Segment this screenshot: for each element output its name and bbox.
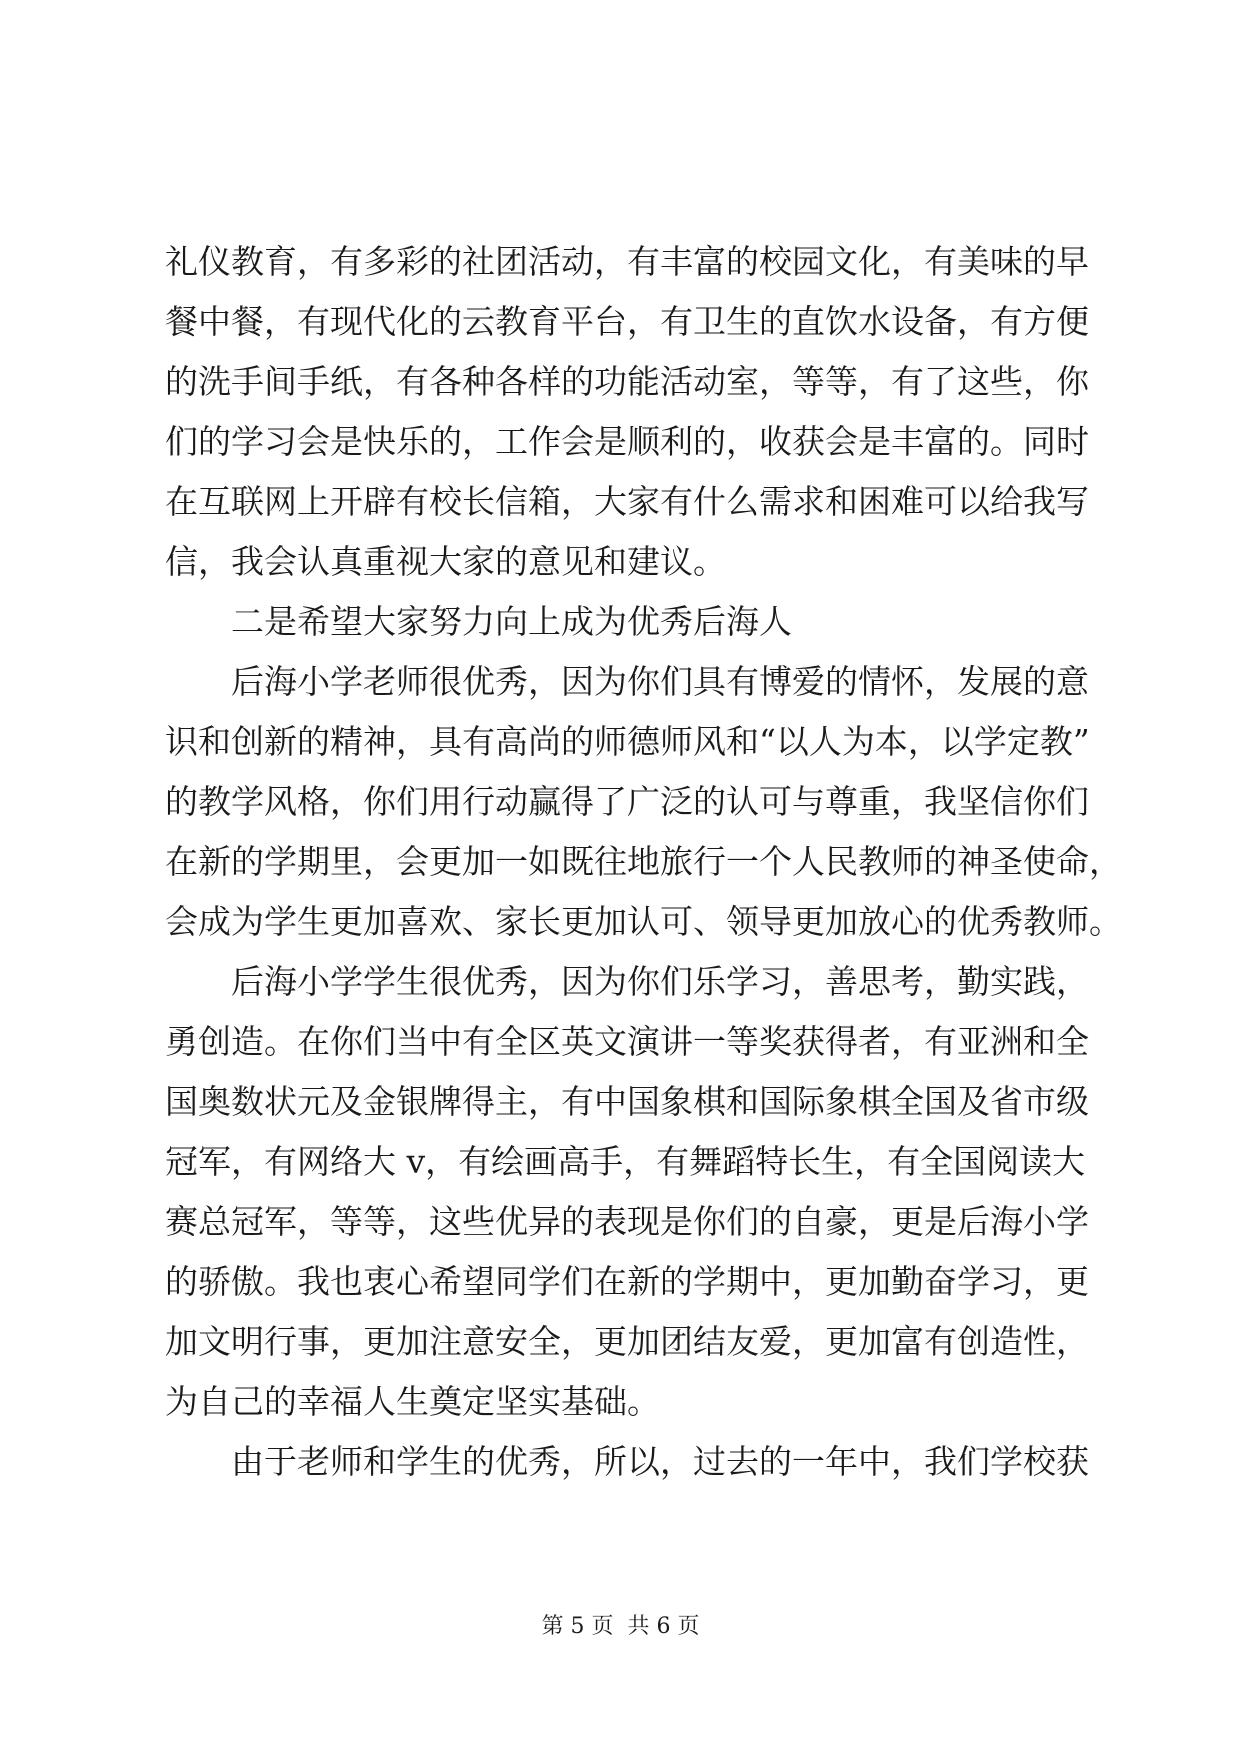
page-number: 第 5 页 [541, 1614, 614, 1639]
section-heading: 二是希望大家努力向上成为优秀后海人 [231, 602, 792, 641]
text-line: 会成为学生更加喜欢、家长更加认可、领导更加放心的优秀教师。 [165, 902, 1122, 941]
text-line: 的骄傲。我也衷心希望同学们在新的学期中，更加勤奋学习，更 [165, 1262, 1089, 1301]
text-line: 国奥数状元及金银牌得主，有中国象棋和国际象棋全国及省市级 [165, 1082, 1089, 1121]
text-line: 后海小学老师很优秀，因为你们具有博爱的情怀，发展的意 [231, 662, 1089, 701]
text-line: 为自己的幸福人生奠定坚实基础。 [165, 1382, 660, 1421]
body-text [165, 232, 1122, 1492]
text-line: 识和创新的精神，具有高尚的师德师风和“以人为本，以学定教” [165, 722, 1090, 761]
text-line: 的教学风格，你们用行动赢得了广泛的认可与尊重，我坚信你们 [165, 782, 1089, 821]
text-line: 由于老师和学生的优秀，所以，过去的一年中，我们学校获 [231, 1442, 1089, 1481]
text-line: 们的学习会是快乐的，工作会是顺利的，收获会是丰富的。同时 [165, 422, 1089, 461]
text-line: 的洗手间手纸，有各种各样的功能活动室，等等，有了这些，你 [165, 362, 1089, 401]
text-line: 在互联网上开辟有校长信箱，大家有什么需求和困难可以给我写 [165, 482, 1089, 521]
text-line: 礼仪教育，有多彩的社团活动，有丰富的校园文化，有美味的早 [165, 242, 1089, 281]
text-line: 信，我会认真重视大家的意见和建议。 [165, 542, 726, 581]
text-line: 冠军，有网络大 v，有绘画高手，有舞蹈特长生，有全国阅读大 [165, 1142, 1086, 1181]
text-line: 赛总冠军，等等，这些优异的表现是你们的自豪，更是后海小学 [165, 1202, 1089, 1241]
text-line: 加文明行事，更加注意安全，更加团结友爱，更加富有创造性， [165, 1322, 1089, 1361]
page-footer [0, 1609, 1241, 1640]
text-line: 在新的学期里，会更加一如既往地旅行一个人民教师的神圣使命， [165, 842, 1122, 881]
text-line: 勇创造。在你们当中有全区英文演讲一等奖获得者，有亚洲和全 [165, 1022, 1089, 1061]
text-line: 后海小学学生很优秀，因为你们乐学习，善思考，勤实践， [231, 962, 1089, 1001]
text-line: 餐中餐，有现代化的云教育平台，有卫生的直饮水设备，有方便 [165, 302, 1089, 341]
page-total: 共 6 页 [627, 1614, 700, 1639]
